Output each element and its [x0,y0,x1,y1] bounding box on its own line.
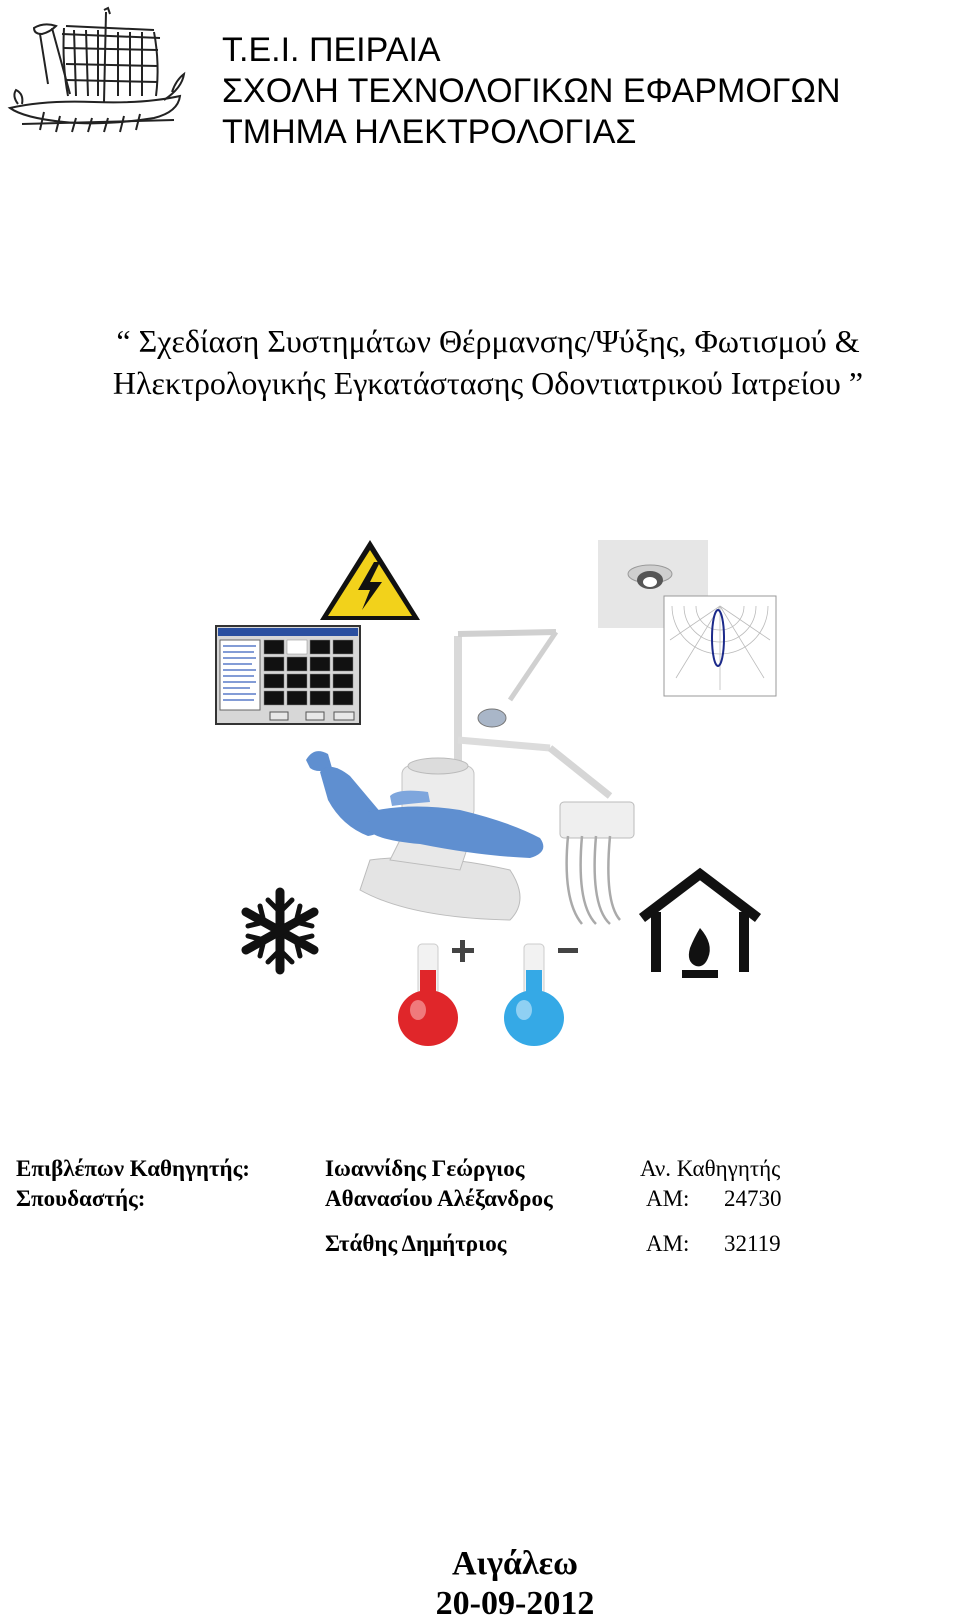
light-distribution-diagram-icon [664,596,776,696]
high-voltage-warning-icon [320,540,420,620]
student-name: Στάθης Δημήτριος [325,1231,507,1256]
department-name: ΤΜΗΜΑ ΗΛΕΚΤΡΟΛΟΓΙΑΣ [222,113,637,151]
student-am: 32119 [724,1231,781,1256]
student-am: 24730 [724,1186,782,1211]
place-name: Αιγάλεω [451,1545,579,1582]
thesis-title-line2: Ηλεκτρολογικής Εγκατάστασης Οδοντιατρικού Ιατρείου ” [112,365,864,401]
student-name: Αθανασίου Αλέξανδρος [325,1186,553,1211]
institution-name: Τ.Ε.Ι. ΠΕΙΡΑΙΑ [222,31,441,69]
supervisor-label: Επιβλέπων Καθηγητής: [16,1156,250,1181]
house-gas-flame-icon [642,874,758,978]
cover-illustration [210,540,810,1080]
student-am-label: ΑΜ: [646,1186,690,1211]
snowflake-icon [246,892,314,970]
supervisor-name: Ιωαννίδης Γεώργιος [325,1156,525,1181]
school-name: ΣΧΟΛΗ ΤΕΧΝΟΛΟΓΙΚΩΝ ΕΦΑΡΜΟΓΩΝ [222,72,841,110]
student-am-label: ΑΜ: [646,1231,690,1256]
supervisor-title: Αν. Καθηγητής [640,1156,781,1181]
cold-thermometer-icon [504,944,578,1046]
ancient-ship-logo-icon [4,4,190,134]
submission-date: 20-09-2012 [435,1585,595,1622]
cad-symbol-library-icon [216,626,360,724]
students-label: Σπουδαστής: [16,1186,146,1211]
hot-thermometer-icon [398,940,474,1046]
thesis-title-line1: “ Σχεδίαση Συστημάτων Θέρμανσης/Ψύξης, Φωτισμού & [116,323,860,359]
